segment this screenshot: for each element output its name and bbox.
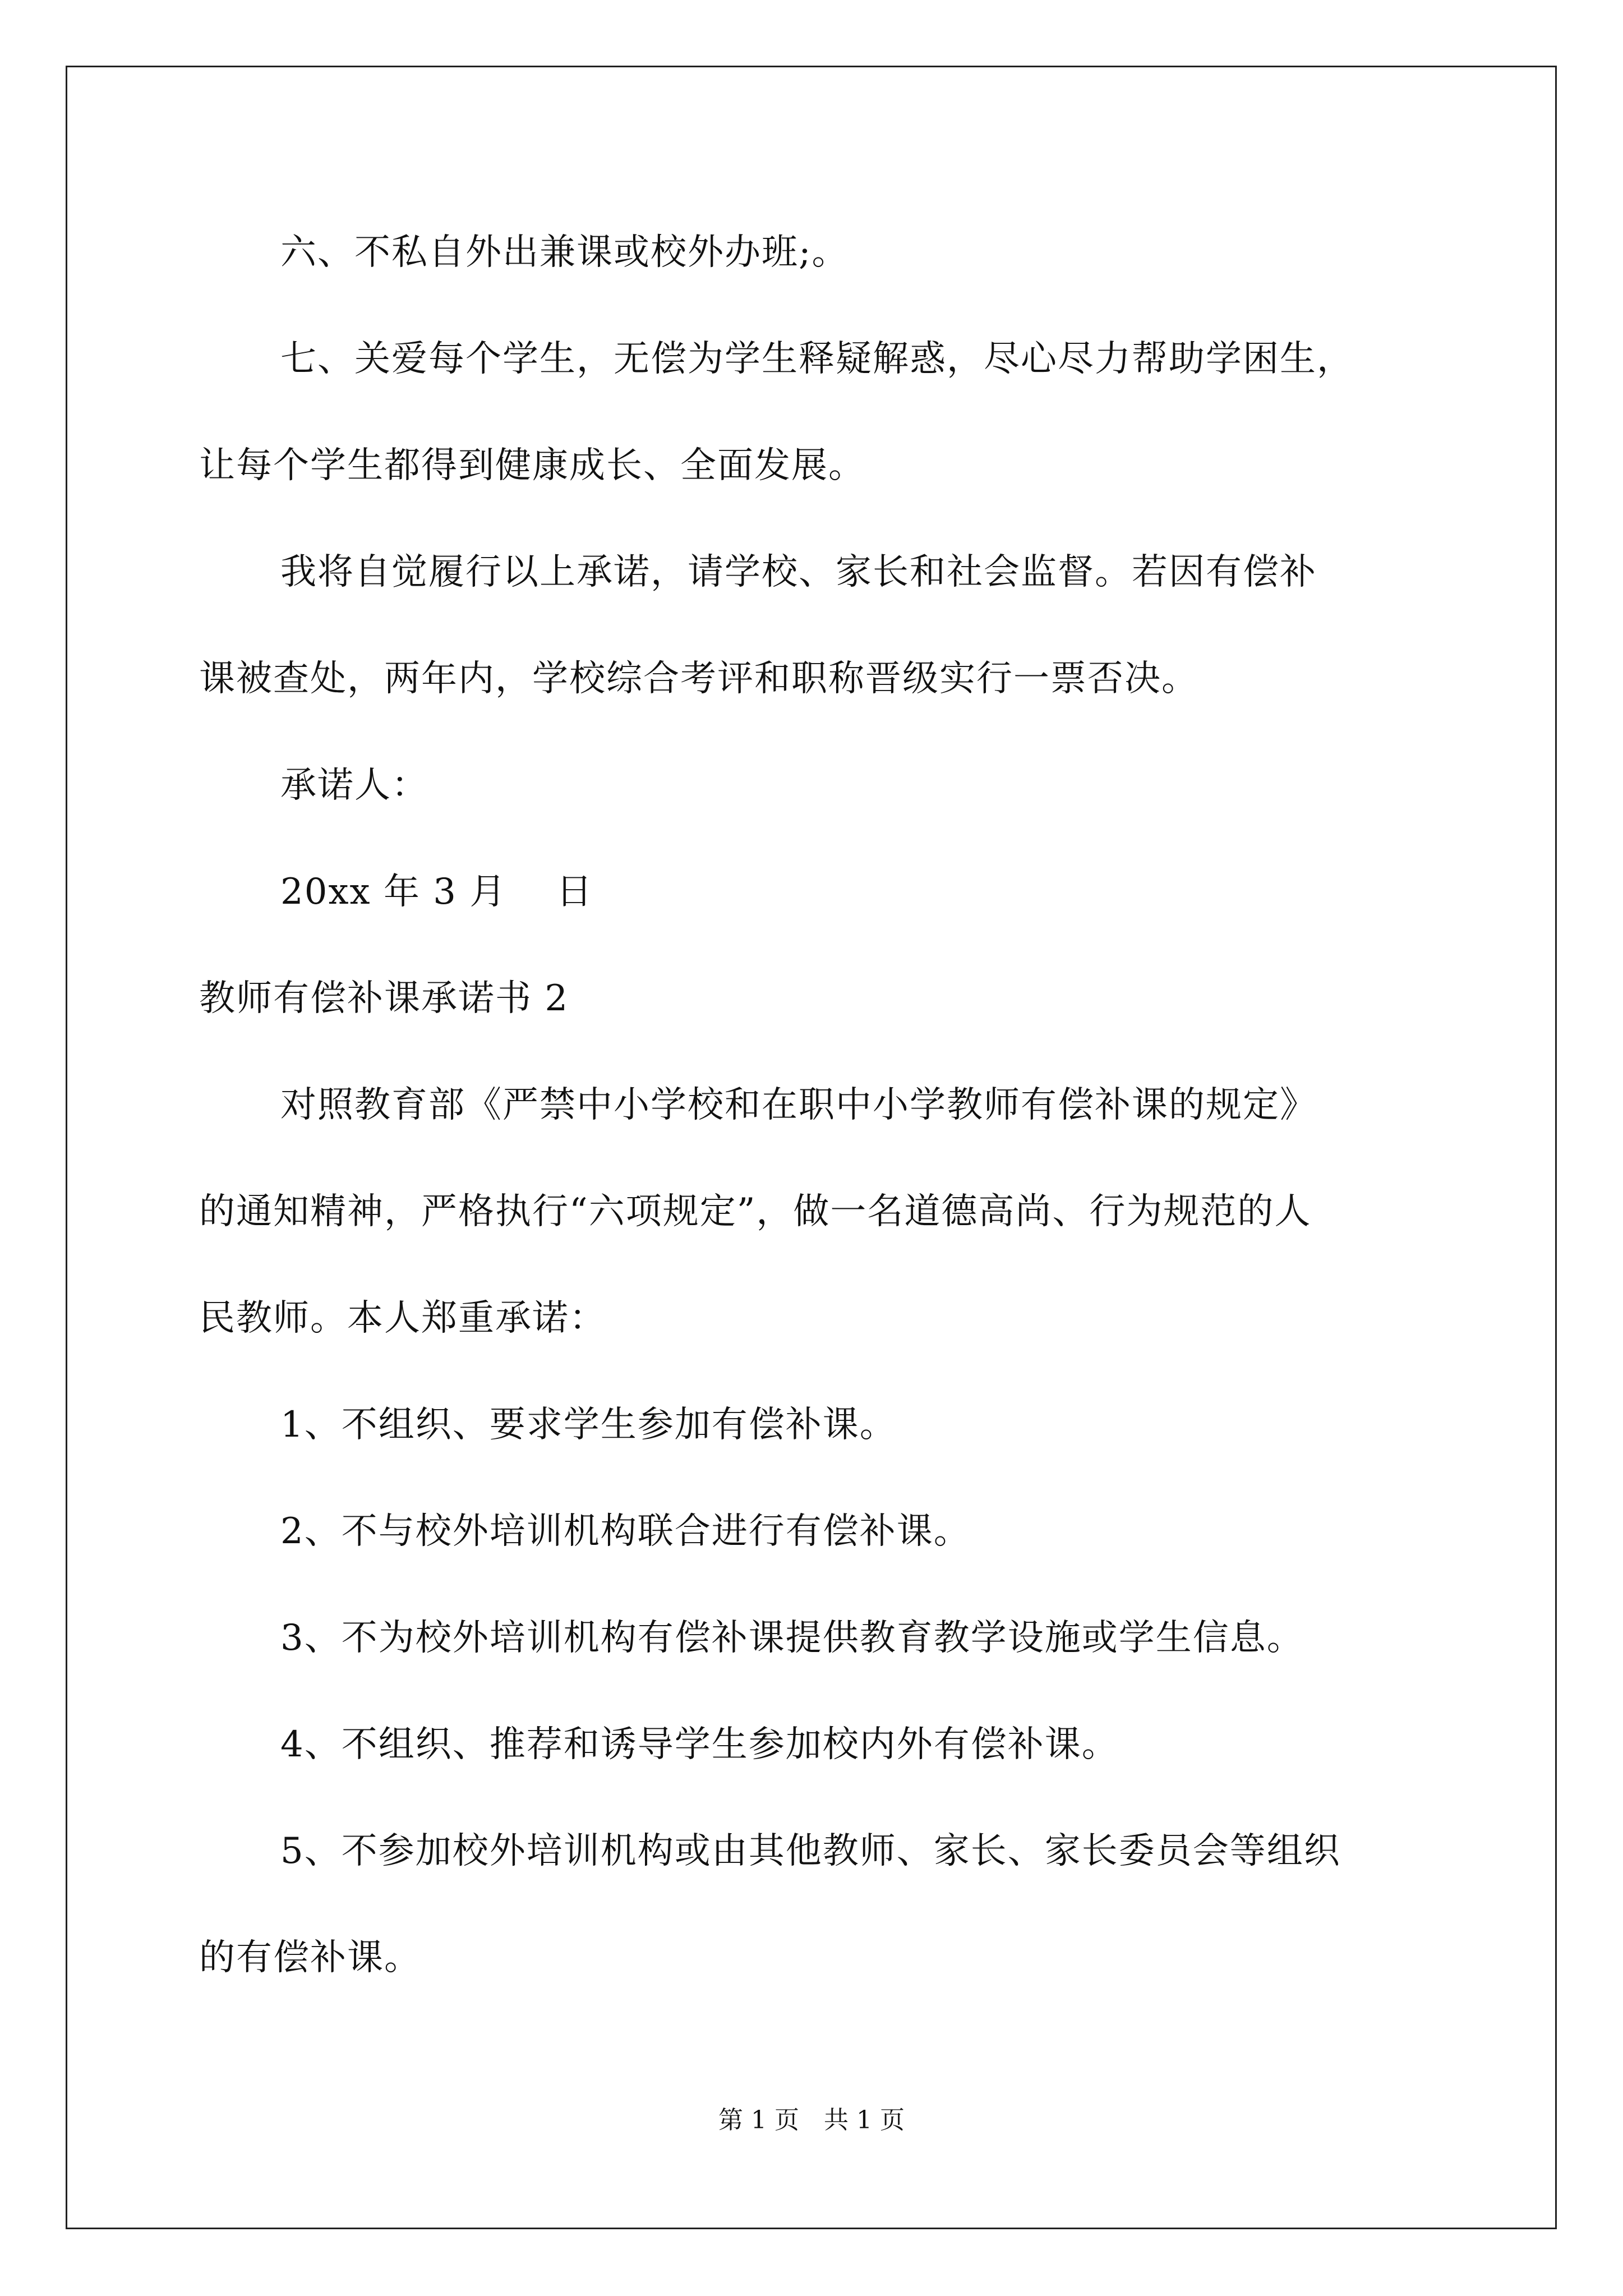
date-line: 20xx 年 3 月 日 [280, 871, 593, 913]
text-line-item-6: 六、不私自外出兼课或校外办班;。 [280, 232, 849, 273]
text-line-pledge-cont: 课被查处，两年内，学校综合考评和职称晋级实行一票否决。 [199, 658, 1198, 700]
text-line-item-7-start: 七、关爱每个学生，无偿为学生释疑解惑，尽心尽力帮助学困生， [280, 338, 1354, 380]
list-item-4: 4、不组织、推荐和诱导学生参加校内外有偿补课。 [280, 1724, 1119, 1765]
text-line-intro-end: 民教师。本人郑重承诺： [199, 1297, 606, 1339]
text-line-intro-start: 对照教育部《严禁中小学校和在职中小学教师有偿补课的规定》 [280, 1084, 1317, 1126]
list-item-5-cont: 的有偿补课。 [199, 1937, 421, 1978]
section-title: 教师有偿补课承诺书 2 [199, 978, 569, 1019]
text-line-pledge-start: 我将自觉履行以上承诺，请学校、家长和社会监督。若因有偿补 [280, 551, 1317, 593]
list-item-2: 2、不与校外培训机构联合进行有偿补课。 [280, 1511, 971, 1552]
text-line-item-7-cont: 让每个学生都得到健康成长、全面发展。 [199, 445, 865, 486]
page-border [66, 66, 1557, 2229]
page-footer: 第 1 页 共 1 页 [718, 2106, 905, 2134]
text-line-intro-cont: 的通知精神，严格执行“六项规定”，做一名道德高尚、行为规范的人 [199, 1191, 1312, 1232]
signer-label: 承诺人： [280, 765, 428, 806]
list-item-5-start: 5、不参加校外培训机构或由其他教师、家长、家长委员会等组织 [280, 1830, 1341, 1872]
list-item-3: 3、不为校外培训机构有偿补课提供教育教学设施或学生信息。 [280, 1617, 1304, 1659]
list-item-1: 1、不组织、要求学生参加有偿补课。 [280, 1404, 897, 1446]
